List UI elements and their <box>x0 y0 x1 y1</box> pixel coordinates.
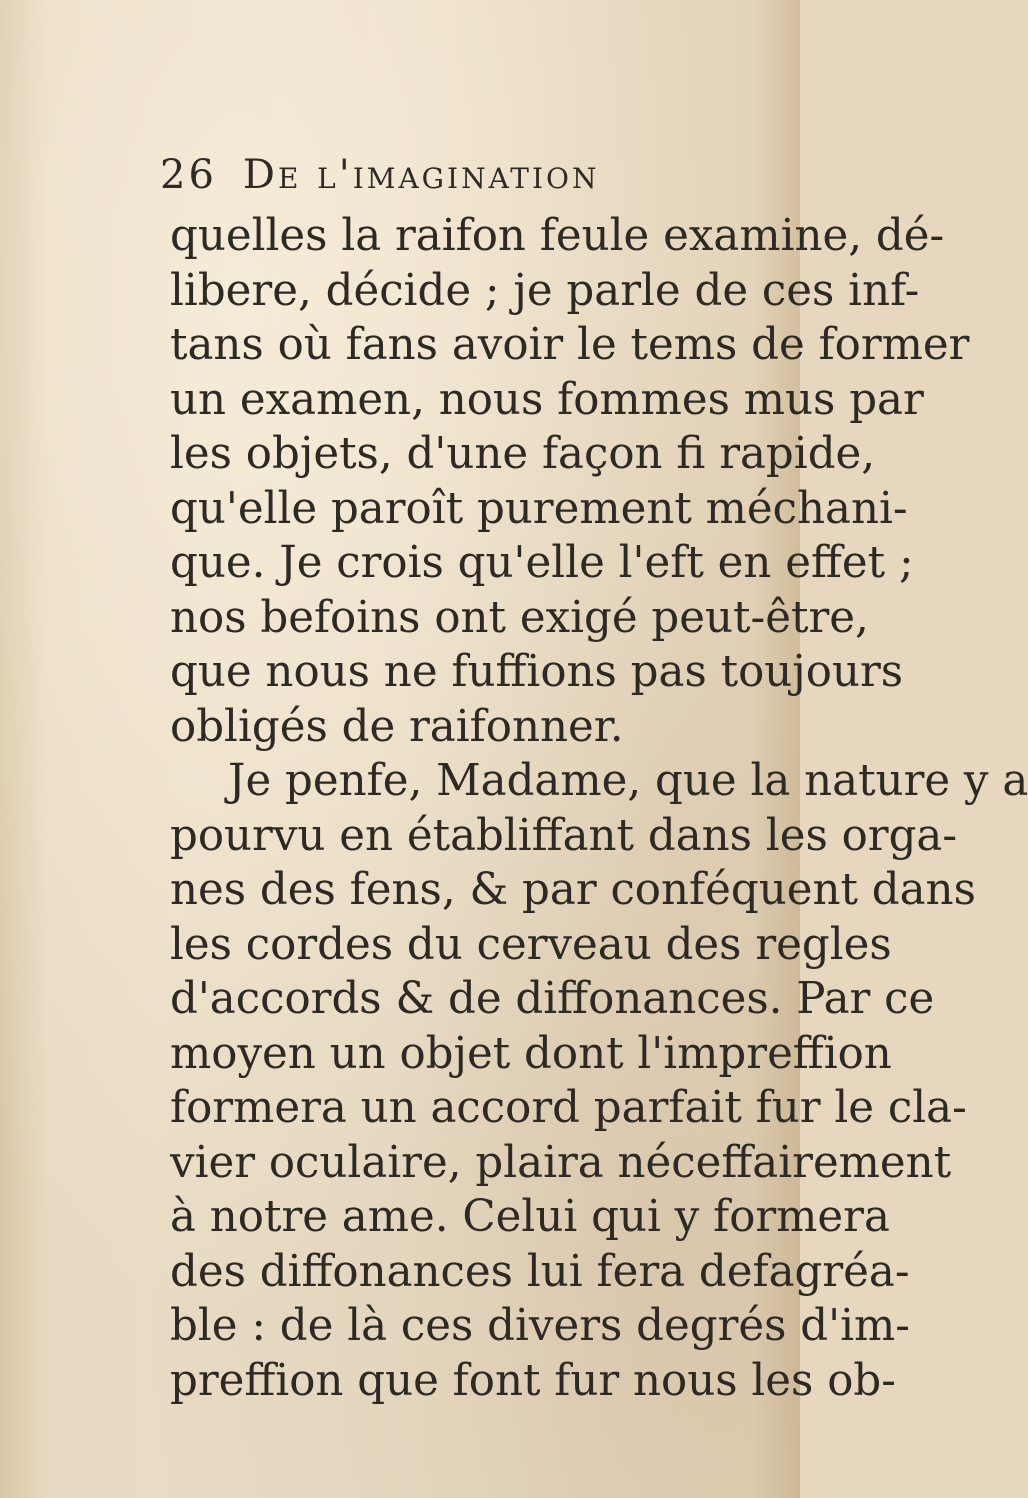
text-line: à notre ame. Celui qui y formera <box>170 1192 890 1242</box>
text-line: ble : de là ces divers degrés d'im- <box>170 1301 910 1351</box>
text-line: quelles la raifon feule examine, dé- <box>170 211 945 261</box>
text-line: les cordes du cerveau des regles <box>170 919 892 970</box>
text-line: preffion que font fur nous les ob- <box>170 1355 896 1406</box>
running-head-title: De l'imagination <box>242 152 600 198</box>
paragraph-end-line: obligés de raifonner. <box>170 701 624 752</box>
text-line: nos befoins ont exigé peut-être, <box>170 592 869 643</box>
text-line: un examen, nous fommes mus par <box>170 374 924 425</box>
text-line: des diffonances lui fera defagréa- <box>170 1246 910 1297</box>
text-line: les objets, d'une façon fi rapide, <box>170 429 876 479</box>
text-line: pourvu en établiffant dans les orga- <box>170 810 958 861</box>
text-line: moyen un objet dont l'impreffion <box>170 1028 892 1079</box>
text-line: vier oculaire, plaira néceffairement <box>170 1137 952 1188</box>
text-line: formera un accord parfait fur le cla- <box>170 1083 967 1133</box>
text-line: d'accords & de diffonances. Par ce <box>170 974 935 1024</box>
text-line: tans où fans avoir le tems de former <box>170 320 970 370</box>
text-line: que. Je crois qu'elle l'eft en effet ; <box>170 538 914 588</box>
running-head <box>160 152 760 212</box>
body-text <box>170 209 1028 1408</box>
page-number: 26 <box>160 152 217 198</box>
text-line: libere, décide ; je parle de ces inf- <box>170 265 920 316</box>
paragraph-start-line: Je penfe, Madame, que la nature y a <box>228 756 1028 806</box>
text-line: que nous ne fuffions pas toujours <box>170 647 904 697</box>
text-line: qu'elle paroît purement méchani- <box>170 483 908 534</box>
text-line: nes des fens, & par conféquent dans <box>170 865 976 915</box>
